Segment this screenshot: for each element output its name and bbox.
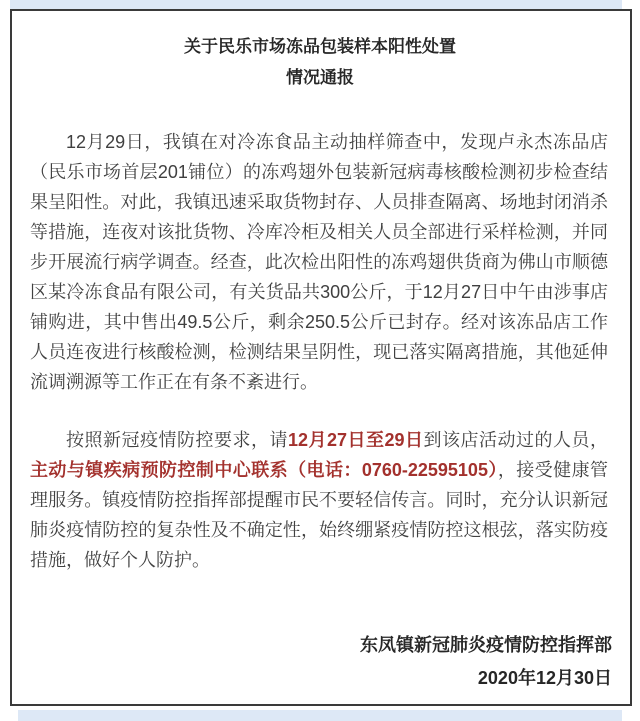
- bottom-decor-strip: [18, 710, 622, 721]
- notice-subtitle: 情况通报: [286, 68, 354, 87]
- notice-title: 关于民乐市场冻品包装样本阳性处置: [184, 37, 456, 56]
- body-text: ，接受健康管理服务。镇疫情防控指挥部提醒市民不要轻信传言。同时，充分认识新冠肺炎疫情防控的复杂性及不确定性，始终绷紧疫情防控这根弦，落实防疫措施，做好个人防护。: [30, 460, 609, 570]
- notice-paragraph-2: [30, 425, 608, 575]
- signature-block: [30, 629, 612, 695]
- highlighted-text: 12月27日至29日: [287, 430, 424, 450]
- body-text: 到该店活动过的人员，: [423, 430, 608, 450]
- notice-document: [10, 9, 632, 706]
- signature-date: 2020年12月30日: [477, 668, 612, 688]
- notice-paragraph-1: 12月29日，我镇在对冷冻食品主动抽样筛查中，发现卢永杰冻品店（民乐市场首层201铺位）的冻鸡翅外包装新冠病毒核酸检测初步检查结果呈阳性。对此，我镇迅速采取货物封存、人员排查隔离、场地封闭消杀等措施，连夜对该批货物、冷库冷柜及相关人员全部进行采样检测，并同步开展流行病学调查。经查，此次检出阳性的冻鸡翅供货商为佛山市顺德区某冷冻食品有限公司，有关货品共300公斤，于12月27日中午由涉事店铺购进，其中售出49.5公斤，剩余250.5公斤已封存。经对该冻品店工作人员连夜进行核酸检测，检测结果呈阴性，现已落实隔离措施，其他延伸流调溯源等工作正在有条不紊进行。: [30, 132, 608, 392]
- highlighted-text: 主动与镇疾病预防控制中心联系（电话：0760-22595105）: [30, 460, 498, 480]
- top-decor-strip: [10, 0, 622, 9]
- signature-org: 东凤镇新冠肺炎疫情防控指挥部: [360, 635, 612, 655]
- body-text: 按照新冠疫情防控要求，请: [66, 430, 288, 450]
